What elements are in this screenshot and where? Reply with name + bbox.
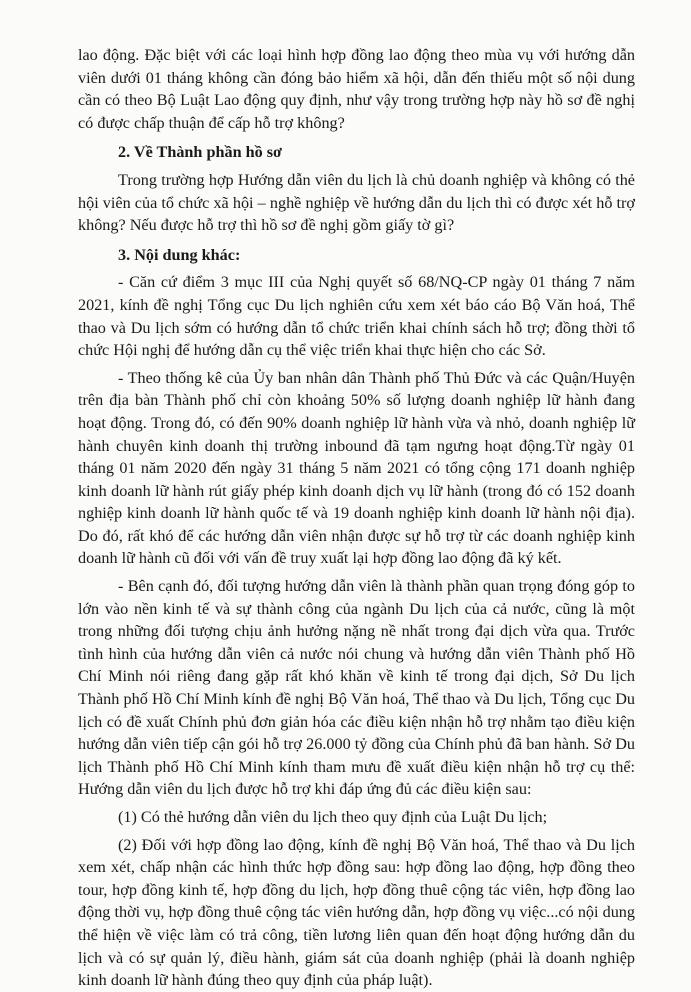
paragraph: - Theo thống kê của Ủy ban nhân dân Thành phố Thủ Đức và các Quận/Huyện trên địa bàn Thành phố chỉ còn khoảng 50% số lượng doanh nghiệp lữ hành đang hoạt động. Trong đó, có đến 90% doanh nghiệp lữ hành vừa và nhỏ, doanh nghiệp lữ hành chuyên kinh doanh thị trường inbound đã tạm ngưng hoạt động.Từ ngày 01 tháng 01 năm 2020 đến ngày 31 tháng 5 năm 2021 có tổng cộng 171 doanh nghiệp kinh doanh lữ hành rút giấy phép kinh doanh dịch vụ lữ hành (trong đó có 152 doanh nghiệp kinh doanh lữ hành quốc tế và 19 doanh nghiệp kinh doanh lữ hành nội địa). Do đó, rất khó để các hướng dẫn viên nhận được sự hỗ trợ từ các doanh nghiệp kinh doanh lữ hành cũ đối với vấn đề truy xuất lại hợp đồng lao động đã ký kết. xyxy=(78,368,635,568)
list-item-condition-1: (1) Có thẻ hướng dẫn viên du lịch theo quy định của Luật Du lịch; xyxy=(118,808,548,826)
paragraph-continuation: lao động. Đặc biệt với các loại hình hợp đồng lao động theo mùa vụ với hướng dẫn viên dưới 01 tháng không cần đóng bảo hiểm xã hội, dẫn đến thiếu một số nội dung cần có theo Bộ Luật Lao động quy định, như vậy trong trường hợp này hồ sơ đề nghị có được chấp thuận để cấp hỗ trợ không? xyxy=(78,46,635,132)
section-heading-ho-so: 2. Về Thành phần hồ sơ xyxy=(118,143,283,162)
paragraph: Trong trường hợp Hướng dẫn viên du lịch là chủ doanh nghiệp và không có thẻ hội viên của tổ chức xã hội – nghề nghiệp về hướng dẫn du lịch thì có được xét hỗ trợ không? Nếu được hỗ trợ thì hồ sơ đề nghị gồm giấy tờ gì? xyxy=(78,170,635,235)
paragraph: - Căn cứ điểm 3 mục III của Nghị quyết số 68/NQ-CP ngày 01 tháng 7 năm 2021, kính đề nghị Tổng cục Du lịch nghiên cứu xem xét báo cáo Bộ Văn hoá, Thể thao và Du lịch sớm có hướng dẫn tổ chức triển khai chính sách hỗ trợ; đồng thời tổ chức Hội nghị để hướng dẫn cụ thể việc triển khai thực hiện cho các Sở. xyxy=(78,273,635,360)
section-heading-noi-dung-khac: 3. Nội dung khác: xyxy=(118,245,241,264)
paragraph: - Bên cạnh đó, đối tượng hướng dẫn viên là thành phần quan trọng đóng góp to lớn vào nền kinh tế và sự thành công của ngành Du lịch của cả nước, cũng là một trong những đối tượng chịu ảnh hưởng nặng nề nhất trong đại dịch vừa qua. Trước tình hình của hướng dẫn viên cả nước nói chung và hướng dẫn viên Thành phố Hồ Chí Minh nói riêng đang gặp rất khó khăn về kinh tế trong đại dịch, Sở Du lịch Thành phố Hồ Chí Minh kính đề nghị Bộ Văn hoá, Thể thao và Du lịch, Tổng cục Du lịch có đề xuất Chính phủ đơn giản hóa các điều kiện nhận hỗ trợ nhằm tạo điều kiện hướng dẫn viên tiếp cận gói hỗ trợ 26.000 tỷ đồng của Chính phủ đã ban hành. Sở Du lịch Thành phố Hồ Chí Minh kính tham mưu đề xuất điều kiện nhận hỗ trợ cụ thể: Hướng dẫn viên du lịch được hỗ trợ khi đáp ứng đủ các điều kiện sau: xyxy=(78,577,635,799)
list-item-condition-2: (2) Đối với hợp đồng lao động, kính đề nghị Bộ Văn hoá, Thể thao và Du lịch xem xét, chấp nhận các hình thức hợp đồng sau: hợp đồng lao động, hợp đồng theo tour, hợp đồng kinh tế, hợp đồng du lịch, hợp đồng thuê cộng tác viên, hợp đồng lao động thời vụ, hợp đồng thuê cộng tác viên hướng dẫn, hợp đồng vụ việc...có nội dung thể hiện về việc làm có trả công, tiền lương liên quan đến hoạt động hướng dẫn du lịch và có sự quản lý, điều hành, giám sát của doanh nghiệp (phải là doanh nghiệp kinh doanh lữ hành đúng theo quy định của pháp luật). xyxy=(78,835,635,990)
